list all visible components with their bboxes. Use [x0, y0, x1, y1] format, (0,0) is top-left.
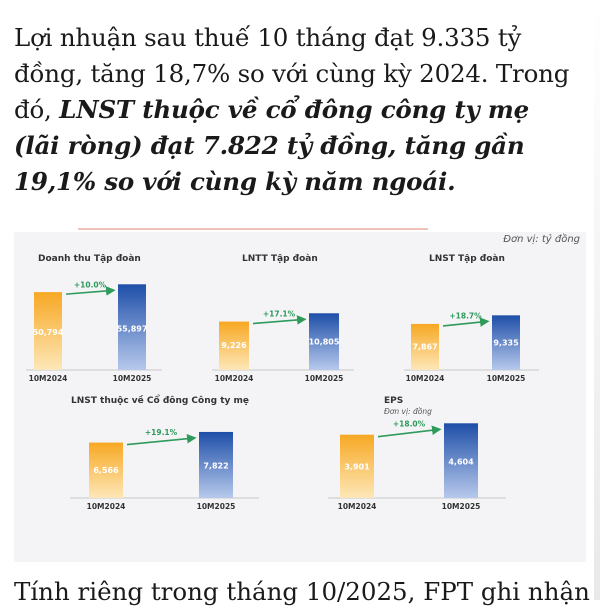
growth-arrow	[378, 429, 440, 436]
next-paragraph-fragment: Tính riêng trong tháng 10/2025, FPT ghi nhận	[14, 577, 590, 606]
x-tick-label: 10M2024	[337, 502, 377, 511]
chart-panel-2	[212, 254, 354, 383]
x-tick-label: 10M2025	[304, 374, 344, 383]
chart-title: Doanh thu Tập đoàn	[38, 254, 141, 264]
bar-value-label: 9,226	[221, 341, 247, 351]
x-tick-label: 10M2025	[196, 502, 236, 511]
chart-title: EPS	[384, 396, 404, 406]
charts-svg	[14, 232, 586, 562]
chart-panel-1	[26, 254, 162, 383]
growth-label: +19.1%	[144, 427, 178, 437]
growth-arrow	[443, 321, 488, 326]
bar-value-label: 9,335	[493, 338, 519, 348]
x-tick-label: 10M2025	[112, 374, 152, 383]
bar-value-label: 10,805	[308, 337, 340, 347]
bar-value-label: 7,867	[412, 342, 438, 352]
scroll-edge[interactable]	[594, 0, 600, 600]
bar-value-label: 3,901	[344, 462, 370, 472]
growth-label: +18.0%	[392, 419, 426, 429]
chart-subtitle: Đơn vị: đồng	[384, 407, 432, 416]
chart-panel-4	[70, 394, 259, 511]
chart-panel-3	[404, 254, 539, 383]
growth-label: +17.1%	[262, 309, 296, 319]
bar-value-label: 7,822	[203, 461, 229, 471]
growth-arrow	[253, 319, 305, 323]
x-tick-label: 10M2024	[28, 374, 68, 383]
chart-title: LNST Tập đoàn	[429, 254, 505, 264]
x-tick-label: 10M2024	[214, 374, 254, 383]
x-tick-label: 10M2024	[86, 502, 126, 511]
growth-arrow	[127, 438, 195, 445]
growth-arrow	[66, 290, 114, 294]
article-paragraph	[14, 20, 580, 200]
divider-line	[78, 228, 428, 230]
bar-value-label: 4,604	[448, 457, 474, 467]
bar-value-label: 55,897	[116, 324, 148, 334]
growth-label: +18.7%	[449, 311, 482, 321]
bar-value-label: 6,566	[93, 466, 119, 476]
bar-value-label: 50,794	[32, 327, 64, 337]
article-text-emphasis: LNST thuộc về cổ đông công ty mẹ (lãi ròng) đạt 7.822 tỷ đồng, tăng gần 19,1% so với cùng kỳ năm ngoái.	[14, 95, 530, 196]
chart-title: LNTT Tập đoàn	[242, 254, 318, 264]
x-tick-label: 10M2024	[405, 374, 445, 383]
unit-label: Đơn vị: tỷ đồng	[503, 234, 580, 245]
financial-figure	[14, 232, 586, 562]
chart-title: LNST thuộc về Cổ đông Công ty mẹ	[71, 396, 249, 406]
growth-label: +10.0%	[73, 280, 107, 290]
chart-panel-5	[328, 396, 506, 511]
article-text-plain: Lợi nhuận sau thuế 10 tháng đạt 9.335 tỷ đồng, tăng 18,7% so với cùng kỳ 2024. Trong đó,	[14, 23, 570, 124]
x-tick-label: 10M2025	[486, 374, 526, 383]
x-tick-label: 10M2025	[441, 502, 481, 511]
